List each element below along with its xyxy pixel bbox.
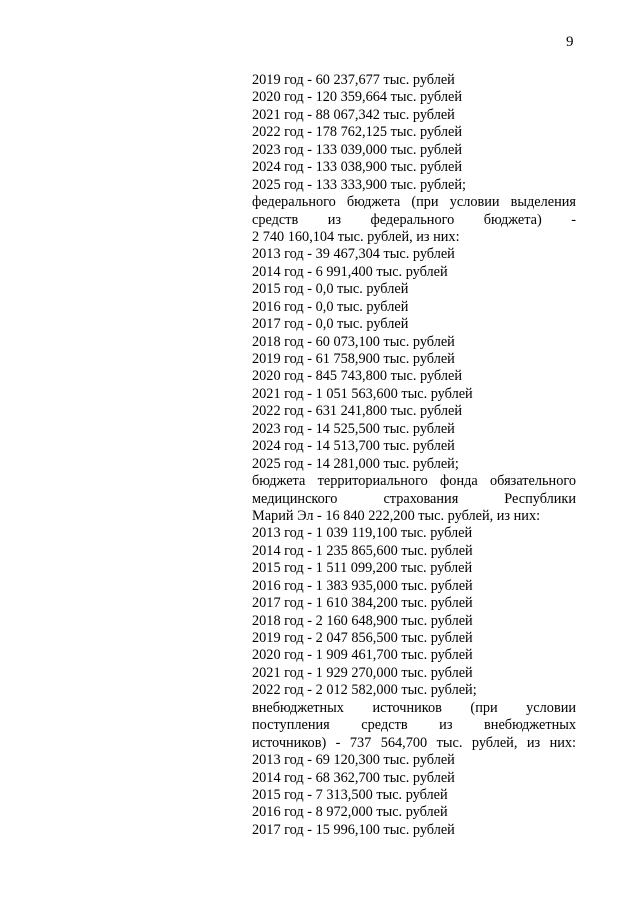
- text-line: 2022 год - 2 012 582,000 тыс. рублей;: [252, 682, 477, 699]
- text-line: 2022 год - 631 241,800 тыс. рублей: [252, 403, 462, 420]
- text-line: 2017 год - 1 610 384,200 тыс. рублей: [252, 595, 473, 612]
- text-line: 2014 год - 1 235 865,600 тыс. рублей: [252, 542, 473, 559]
- text-line: 2016 год - 1 383 935,000 тыс. рублей: [252, 577, 473, 594]
- text-line: 2018 год - 2 160 648,900 тыс. рублей: [252, 612, 473, 629]
- text-line: 2024 год - 14 513,700 тыс. рублей: [252, 438, 455, 455]
- text-line: медицинского страхования Республики: [252, 490, 576, 507]
- text-line: федерального бюджета (при условии выделения: [252, 194, 576, 211]
- text-line: 2025 год - 14 281,000 тыс. рублей;: [252, 455, 459, 472]
- text-line: 2014 год - 68 362,700 тыс. рублей: [252, 769, 455, 786]
- text-line: поступления средств из внебюджетных: [252, 717, 576, 734]
- text-line: Марий Эл - 16 840 222,200 тыс. рублей, из них:: [252, 507, 541, 524]
- text-line: 2021 год - 1 929 270,000 тыс. рублей: [252, 664, 473, 681]
- text-line: 2021 год - 1 051 563,600 тыс. рублей: [252, 385, 473, 402]
- text-line: внебюджетных источников (при условии: [252, 699, 576, 716]
- text-line: средств из федерального бюджета) -: [252, 211, 576, 228]
- text-line: 2019 год - 61 758,900 тыс. рублей: [252, 351, 455, 367]
- text-line: 2024 год - 133 038,900 тыс. рублей: [252, 159, 462, 176]
- text-line: 2015 год - 1 511 099,200 тыс. рублей: [252, 560, 473, 577]
- text-line: 2019 год - 60 237,677 тыс. рублей: [252, 72, 455, 88]
- text-line: 2025 год - 133 333,900 тыс. рублей;: [252, 176, 466, 193]
- text-line: 2013 год - 69 120,300 тыс. рублей: [252, 752, 455, 769]
- text-line: 2018 год - 60 073,100 тыс. рублей: [252, 333, 455, 350]
- text-line: 2023 год - 14 525,500 тыс. рублей: [252, 420, 455, 437]
- text-line: 2 740 160,104 тыс. рублей, из них:: [252, 228, 460, 245]
- document-body: [252, 72, 576, 839]
- text-line: 2016 год - 0,0 тыс. рублей: [252, 298, 409, 315]
- text-line: 2021 год - 88 067,342 тыс. рублей: [252, 106, 455, 123]
- text-line: 2019 год - 2 047 856,500 тыс. рублей: [252, 630, 473, 646]
- text-line: 2015 год - 0,0 тыс. рублей: [252, 281, 409, 298]
- text-line: 2015 год - 7 313,500 тыс. рублей: [252, 786, 448, 803]
- text-line: источников) - 737 564,700 тыс. рублей, из них:: [252, 734, 576, 751]
- text-line: 2016 год - 8 972,000 тыс. рублей: [252, 804, 448, 821]
- text-line: 2017 год - 0,0 тыс. рублей: [252, 316, 409, 333]
- text-line: 2020 год - 1 909 461,700 тыс. рублей: [252, 647, 473, 664]
- text-line: 2013 год - 39 467,304 тыс. рублей: [252, 246, 455, 263]
- page-number: 9: [566, 34, 574, 50]
- text-line: 2023 год - 133 039,000 тыс. рублей: [252, 141, 462, 158]
- text-line: бюджета территориального фонда обязательного: [252, 473, 576, 490]
- text-line: 2022 год - 178 762,125 тыс. рублей: [252, 124, 462, 141]
- text-line: 2020 год - 120 359,664 тыс. рублей: [252, 89, 462, 106]
- text-line: 2014 год - 6 991,400 тыс. рублей: [252, 263, 448, 280]
- text-line: 2017 год - 15 996,100 тыс. рублей: [252, 821, 455, 838]
- text-line: 2020 год - 845 743,800 тыс. рублей: [252, 368, 462, 385]
- text-line: 2013 год - 1 039 119,100 тыс. рублей: [252, 525, 473, 542]
